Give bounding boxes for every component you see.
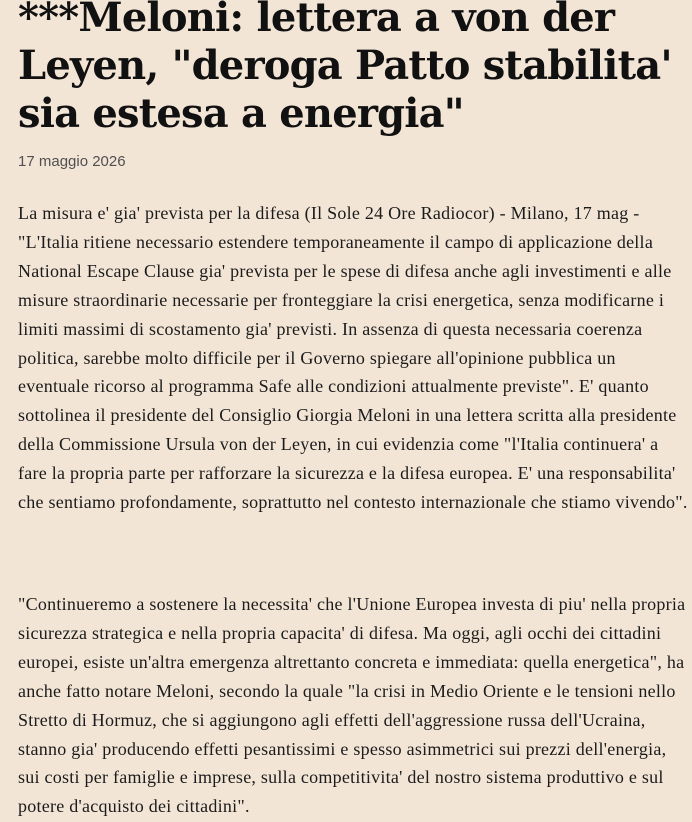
article-paragraph: "Continueremo a sostenere la necessita' che l'Unione Europea investa di piu' nella propria sicurezza strategica e nella propria capacita' di difesa. Ma oggi, agli occhi dei cittadini europei, esiste un'altra emergenza altrettanto concreta e immediata: quella energetica", ha anche fatto notare Meloni, secondo la quale "la crisi in Medio Oriente e le tensioni nello Stretto di Hormuz, che si aggiungono agli effetti dell'aggressione russa dell'Ucraina, stanno gia' producendo effetti pesantissimi e spesso asimmetrici sui prezzi dell'energia, sui costi per famiglie e imprese, sulla competitivita' del nostro sistema produttivo e sul potere d'acquisto dei cittadini". bbox=[18, 594, 686, 817]
article-title: ***Meloni: lettera a von der Leyen, "deroga Patto stabilita' sia estesa a energia" bbox=[18, 0, 672, 137]
article-date: 17 maggio 2026 bbox=[18, 153, 126, 170]
article-paragraph: La misura e' gia' prevista per la difesa (Il Sole 24 Ore Radiocor) - Milano, 17 mag - "L'Italia ritiene necessario estendere temporaneamente il campo di applicazione della National Escape Clause gia' prevista per le spese di difesa anche agli investimenti e alle misure straordinarie necessarie per fronteggiare la crisi energetica, senza modificarne i limiti massimi di scostamento gia' previsti. In assenza di questa necessaria coerenza politica, sarebbe molto difficile per il Governo spiegare all'opinione pubblica un eventuale ricorso al programma Safe alle condizioni attualmente previste". E' quanto sottolinea il presidente del Consiglio Giorgia Meloni in una lettera scritta alla presidente della Commissione Ursula von der Leyen, in cui evidenzia come "l'Italia continuera' a fare la propria parte per rafforzare la sicurezza e la difesa europea. E' una responsabilita' che sentiamo profondamente, soprattutto nel contesto internazionale che stiamo vivendo". bbox=[18, 203, 688, 513]
